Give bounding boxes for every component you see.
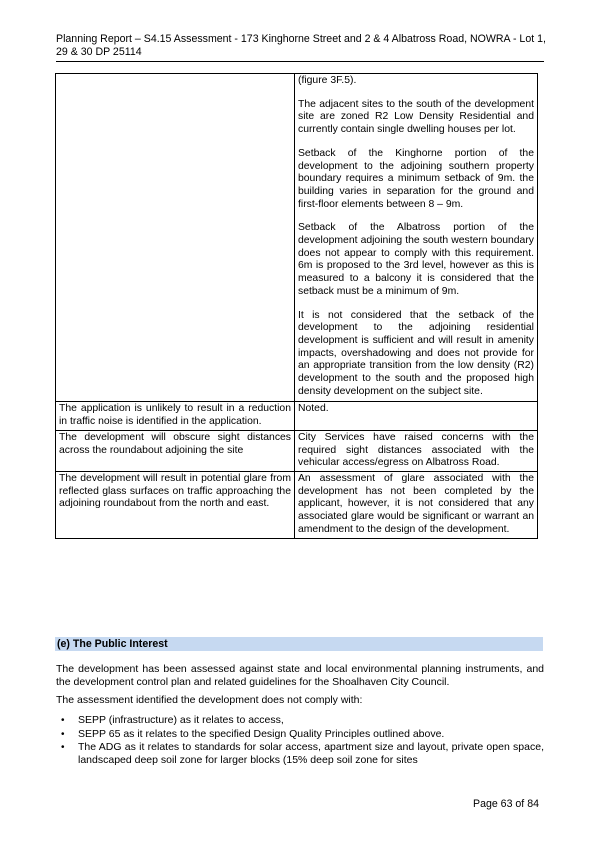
body-paragraph: The development has been assessed against state and local environmental planning instruments, and the development control plan and related guidelines for the Shoalhaven City Council. bbox=[56, 663, 544, 688]
table-row bbox=[56, 471, 538, 538]
bullet-icon: • bbox=[61, 742, 65, 753]
table-row bbox=[56, 402, 538, 430]
table-cell-impact: The application is unlikely to result in a reduction in traffic noise is identified in the application. bbox=[56, 402, 295, 430]
table-row bbox=[56, 430, 538, 471]
table-cell-impact: The development will obscure sight distances across the roundabout adjoining the site bbox=[56, 430, 295, 471]
comment-paragraph: It is not considered that the setback of the development to the adjoining residential development is sufficient and will result in amenity impacts, overshadowing and does not provide for an appropriate transition from the low density (R2) development to the south and the proposed high density development on the subject site. bbox=[298, 309, 534, 397]
list-item-text: The ADG as it relates to standards for solar access, apartment size and layout, private open space, landscaped deep soil zone for larger blocks (15% deep soil zone for sites bbox=[78, 741, 544, 766]
comment-paragraph: Setback of the Kinghorne portion of the development to the adjoining southern property boundary requires a minimum setback of 9m. the building varies in separation for the ground and first-floor elements between 8 – 9m. bbox=[298, 147, 534, 210]
bullet-icon: • bbox=[61, 728, 65, 740]
section-heading: (e) The Public Interest bbox=[55, 637, 543, 651]
body-paragraph: The assessment identified the development does not comply with: bbox=[56, 694, 363, 706]
table-cell-impact: The development will result in potential glare from reflected glass surfaces on traffic approaching the adjoining roundabout from the north and east. bbox=[56, 471, 295, 538]
page-header: Planning Report – S4.15 Assessment - 173 Kinghorne Street and 2 & 4 Albatross Road, NOWRA - Lot 1, 29 & 30 DP 25114 bbox=[56, 33, 546, 58]
table-cell-impact bbox=[56, 74, 295, 402]
table-cell-comment: An assessment of glare associated with the development has not been completed by the applicant, however, it is not considered that any associated glare would be significant or warrant an amendment to the design of the development. bbox=[295, 471, 538, 538]
table-cell-comment: City Services have raised concerns with the required sight distances associated with the vehicular access/egress on Albatross Road. bbox=[295, 430, 538, 471]
table-cell-comment bbox=[295, 74, 538, 402]
comment-paragraph: The adjacent sites to the south of the development site are zoned R2 Low Density Residential and currently contain single dwelling houses per lot. bbox=[298, 98, 534, 136]
bullet-icon: • bbox=[61, 715, 65, 726]
list-item-text: SEPP (infrastructure) as it relates to access, bbox=[78, 714, 284, 726]
header-divider bbox=[56, 61, 544, 62]
comment-paragraph: (figure 3F.5). bbox=[298, 75, 357, 86]
list-item-text: SEPP 65 as it relates to the specified Design Quality Principles outlined above. bbox=[78, 727, 445, 740]
assessment-table bbox=[55, 73, 538, 539]
list-item bbox=[56, 728, 544, 741]
list-item bbox=[56, 741, 544, 767]
non-compliance-list bbox=[56, 714, 544, 768]
page-number: Page 63 of 84 bbox=[473, 798, 539, 810]
table-row bbox=[56, 74, 538, 402]
table-cell-comment: Noted. bbox=[295, 402, 538, 430]
comment-paragraph: Setback of the Albatross portion of the development adjoining the south western boundary does not appear to comply with this requirement. 6m is proposed to the 3rd level, however as this is measured to a balcony it is considered that the setback must be a minimum of 9m. bbox=[298, 222, 534, 297]
list-item bbox=[56, 714, 544, 727]
